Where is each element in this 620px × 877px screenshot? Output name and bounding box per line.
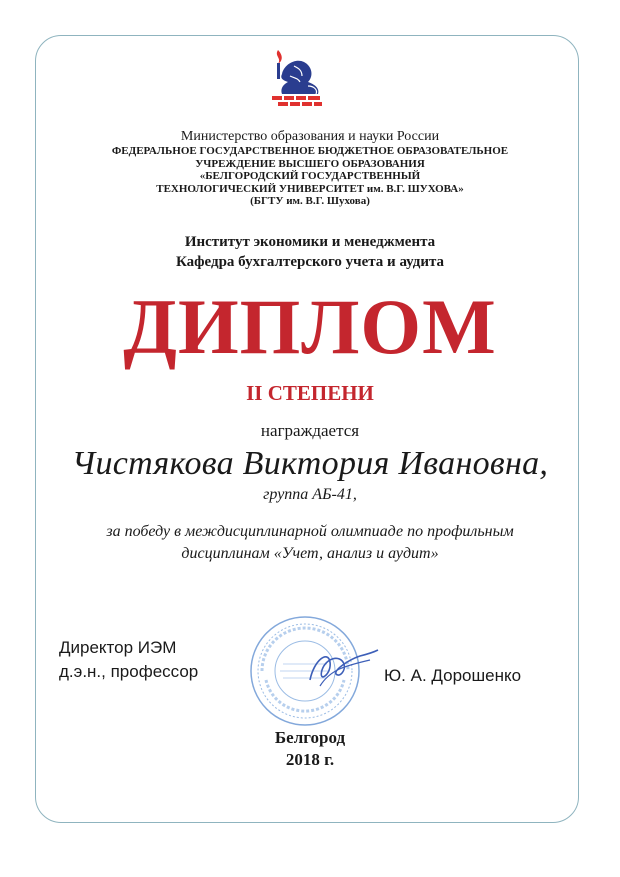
signatory-position: Директор ИЭМ	[59, 638, 177, 657]
signatory-name: Ю. А. Дорошенко	[384, 666, 522, 685]
header-block	[0, 129, 620, 208]
reason-line: за победу в междисциплинарной олимпиаде по профильным	[106, 523, 514, 540]
diploma-degree: II СТЕПЕНИ	[246, 381, 374, 405]
institute-block	[0, 232, 620, 272]
institute-name: Институт экономики и менеджмента	[184, 234, 436, 250]
institution-line: УЧРЕЖДЕНИЕ ВЫСШЕГО ОБРАЗОВАНИЯ	[195, 157, 425, 170]
institution-line: ФЕДЕРАЛЬНОЕ ГОСУДАРСТВЕННОЕ БЮДЖЕТНОЕ ОБРАЗОВАТЕЛЬНОЕ	[111, 145, 509, 157]
award-reason	[0, 521, 620, 565]
lion-torch-logo-icon	[268, 46, 326, 108]
footer-block	[0, 727, 620, 771]
recipient-group: группа АБ-41,	[263, 486, 357, 503]
issue-year: 2018 г.	[285, 750, 335, 769]
reason-line: дисциплинам «Учет, анализ и аудит»	[181, 545, 439, 562]
department-name: Кафедра бухгалтерского учета и аудита	[175, 254, 445, 270]
institution-line: ТЕХНОЛОГИЧЕСКИЙ УНИВЕРСИТЕТ им. В.Г. ШУХОВА»	[156, 182, 464, 195]
city-name: Белгород	[274, 728, 346, 747]
signatory-degree: д.э.н., профессор	[59, 662, 199, 681]
diploma-title: ДИПЛОМ	[123, 283, 497, 370]
recipient-name: Чистякова Виктория Ивановна,	[71, 445, 549, 482]
institution-line: (БГТУ им. В.Г. Шухова)	[250, 195, 370, 207]
awarded-text: награждается	[260, 421, 360, 440]
institution-line: «БЕЛГОРОДСКИЙ ГОСУДАРСТВЕННЫЙ	[199, 170, 421, 182]
ministry-line: Министерство образования и науки России	[180, 129, 440, 144]
signatory-title	[59, 636, 198, 684]
handwritten-signature-icon	[300, 640, 380, 695]
